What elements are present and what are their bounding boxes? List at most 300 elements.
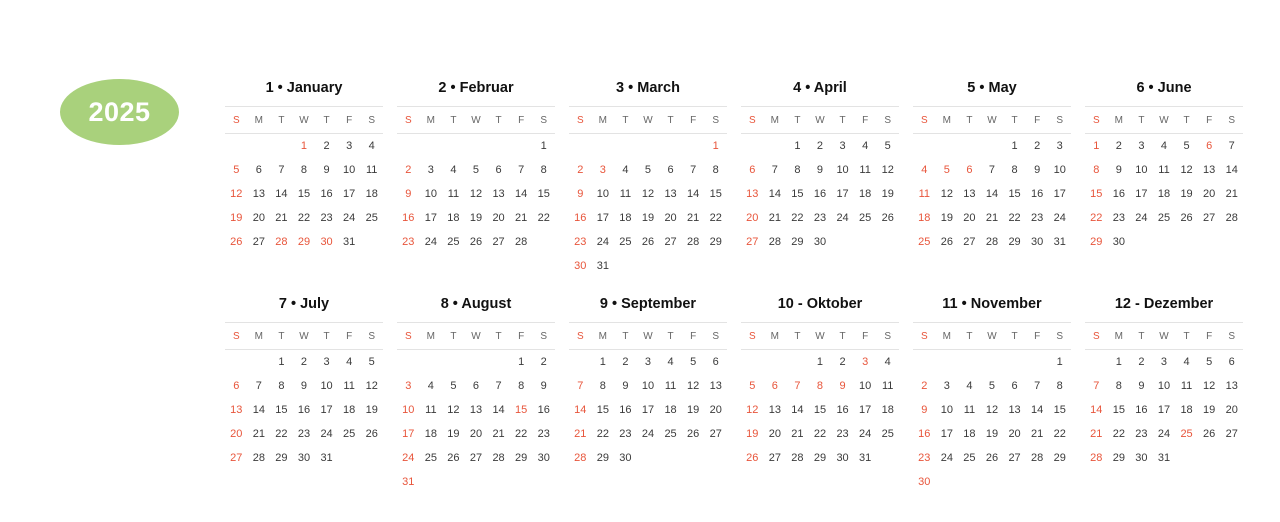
day-cell: 21 xyxy=(275,212,288,224)
weekday-label: T xyxy=(1011,330,1018,342)
day-cell: 4 xyxy=(884,356,891,368)
day-cell: 17 xyxy=(320,404,333,416)
day-cell: 6 xyxy=(749,164,756,176)
day-cell: 18 xyxy=(447,212,460,224)
day-cell: 22 xyxy=(1090,212,1103,224)
day-cell: 26 xyxy=(469,236,483,248)
day-cell: 12 xyxy=(1203,380,1216,392)
weekday-label: W xyxy=(1159,114,1169,126)
day-cell: 14 xyxy=(1225,164,1238,176)
day-cell: 29 xyxy=(596,452,609,464)
weekday-label: M xyxy=(1114,114,1124,126)
day-cell: 7 xyxy=(495,380,502,392)
day-cell: 4 xyxy=(667,356,674,368)
month-calendar xyxy=(397,76,555,278)
day-cell: 17 xyxy=(343,188,356,200)
day-cell: 31 xyxy=(343,236,356,248)
day-cell: 28 xyxy=(985,236,999,248)
day-cell: 23 xyxy=(297,428,311,440)
day-cell: 12 xyxy=(469,188,483,200)
day-cell: 9 xyxy=(405,188,412,200)
weekday-label: T xyxy=(495,330,502,342)
day-cell: 12 xyxy=(365,380,378,392)
day-cell: 14 xyxy=(768,188,781,200)
day-cell: 17 xyxy=(641,404,655,416)
empty-day-cell xyxy=(981,134,1004,158)
weekday-header xyxy=(397,322,555,350)
day-cell: 19 xyxy=(1180,188,1193,200)
day-cell: 16 xyxy=(836,404,849,416)
day-cell: 7 xyxy=(255,380,262,392)
day-cell: 30 xyxy=(1112,236,1125,248)
day-cell: 13 xyxy=(1225,380,1238,392)
weekday-label: S xyxy=(404,330,412,342)
day-cell: 4 xyxy=(368,140,375,152)
day-cell: 8 xyxy=(518,380,525,392)
day-cell: 11 xyxy=(619,188,632,200)
day-cell: 31 xyxy=(1053,236,1066,248)
weekday-label: T xyxy=(794,114,801,126)
weekday-label: W xyxy=(299,330,309,342)
day-cell: 6 xyxy=(712,356,719,368)
day-cell: 30 xyxy=(320,236,333,248)
empty-day-cell xyxy=(981,350,1004,374)
day-cell: 9 xyxy=(1034,164,1041,176)
day-cell: 10 xyxy=(1135,164,1148,176)
day-cell: 7 xyxy=(690,164,697,176)
day-cell: 5 xyxy=(884,140,891,152)
year-badge: 2025 xyxy=(60,79,179,145)
day-cell: 20 xyxy=(492,212,505,224)
day-cell: 22 xyxy=(1112,428,1125,440)
day-cell: 30 xyxy=(574,260,587,272)
empty-day-cell xyxy=(510,134,533,158)
weekday-label: F xyxy=(346,330,353,342)
month-calendar xyxy=(569,292,727,494)
day-cell: 20 xyxy=(230,428,243,440)
weekday-header xyxy=(913,322,1071,350)
empty-day-cell xyxy=(225,350,248,374)
days-grid xyxy=(397,350,555,494)
day-cell: 28 xyxy=(275,236,288,248)
day-cell: 3 xyxy=(599,164,606,176)
day-cell: 23 xyxy=(1112,212,1125,224)
day-cell: 5 xyxy=(690,356,697,368)
day-cell: 2 xyxy=(816,140,824,152)
weekday-header xyxy=(741,106,899,134)
day-cell: 20 xyxy=(746,212,759,224)
day-cell: 19 xyxy=(985,428,999,440)
day-cell: 16 xyxy=(537,404,550,416)
day-cell: 26 xyxy=(1203,428,1216,440)
day-cell: 15 xyxy=(537,188,550,200)
empty-day-cell xyxy=(913,350,936,374)
day-cell: 13 xyxy=(252,188,265,200)
day-cell: 9 xyxy=(577,188,584,200)
days-grid xyxy=(569,350,727,470)
day-cell: 22 xyxy=(709,212,722,224)
day-cell: 3 xyxy=(346,140,353,152)
weekday-label: F xyxy=(1034,114,1041,126)
weekday-label: M xyxy=(426,330,436,342)
day-cell: 20 xyxy=(1203,188,1216,200)
day-cell: 27 xyxy=(492,236,505,248)
day-cell: 6 xyxy=(472,380,480,392)
day-cell: 12 xyxy=(881,164,894,176)
day-cell: 26 xyxy=(746,452,759,464)
empty-day-cell xyxy=(958,350,981,374)
day-cell: 11 xyxy=(1158,164,1170,176)
day-cell: 2 xyxy=(323,140,330,152)
day-cell: 23 xyxy=(1031,212,1044,224)
weekday-label: T xyxy=(1183,114,1190,126)
day-cell: 5 xyxy=(450,380,457,392)
weekday-label: S xyxy=(576,330,584,342)
day-cell: 8 xyxy=(540,164,547,176)
day-cell: 28 xyxy=(515,236,528,248)
day-cell: 23 xyxy=(574,236,587,248)
weekday-label: F xyxy=(690,330,697,342)
weekday-label: T xyxy=(1138,114,1145,126)
day-cell: 22 xyxy=(596,428,609,440)
day-cell: 7 xyxy=(771,164,778,176)
day-cell: 15 xyxy=(1112,404,1125,416)
day-cell: 21 xyxy=(1090,428,1103,440)
day-cell: 27 xyxy=(768,452,781,464)
day-cell: 13 xyxy=(469,404,483,416)
day-cell: 11 xyxy=(664,380,677,392)
day-cell: 8 xyxy=(1115,380,1122,392)
day-cell: 24 xyxy=(343,212,356,224)
day-cell: 1 xyxy=(278,356,285,368)
weekday-label: M xyxy=(1114,330,1124,342)
day-cell: 20 xyxy=(664,212,677,224)
day-cell: 22 xyxy=(515,428,528,440)
day-cell: 7 xyxy=(988,164,996,176)
day-cell: 29 xyxy=(297,236,311,248)
weekday-label: F xyxy=(1206,330,1213,342)
empty-day-cell xyxy=(248,350,271,374)
month-calendar xyxy=(913,76,1071,278)
day-cell: 26 xyxy=(687,428,700,440)
weekday-label: W xyxy=(643,330,653,342)
weekday-label: M xyxy=(942,114,952,126)
day-cell: 11 xyxy=(881,380,894,392)
day-cell: 24 xyxy=(940,452,953,464)
day-cell: 21 xyxy=(768,212,781,224)
day-cell: 4 xyxy=(862,140,869,152)
day-cell: 16 xyxy=(813,188,827,200)
day-cell: 18 xyxy=(881,404,894,416)
day-cell: 13 xyxy=(709,380,722,392)
day-cell: 5 xyxy=(368,356,375,368)
weekday-label: S xyxy=(1228,330,1236,342)
day-cell: 3 xyxy=(862,356,869,368)
day-cell: 24 xyxy=(424,236,437,248)
day-cell: 2 xyxy=(839,356,846,368)
weekday-label: T xyxy=(966,330,973,342)
day-cell: 6 xyxy=(771,380,778,392)
day-cell: 16 xyxy=(297,404,311,416)
empty-day-cell xyxy=(1085,350,1108,374)
weekday-label: T xyxy=(667,114,674,126)
day-cell: 2 xyxy=(1034,140,1041,152)
weekday-label: M xyxy=(254,330,264,342)
empty-day-cell xyxy=(741,134,764,158)
month-title: 11 • November xyxy=(942,296,1042,312)
day-cell: 22 xyxy=(1053,428,1066,440)
day-cell: 29 xyxy=(275,452,288,464)
weekday-label: T xyxy=(1011,114,1018,126)
weekday-label: W xyxy=(815,330,825,342)
weekday-label: F xyxy=(346,114,353,126)
day-cell: 21 xyxy=(574,428,587,440)
day-cell: 29 xyxy=(515,452,528,464)
day-cell: 9 xyxy=(839,380,846,392)
day-cell: 10 xyxy=(859,380,872,392)
weekday-label: F xyxy=(518,330,525,342)
day-cell: 11 xyxy=(859,164,871,176)
day-cell: 27 xyxy=(230,452,243,464)
day-cell: 24 xyxy=(1157,428,1171,440)
weekday-label: M xyxy=(598,330,608,342)
day-cell: 10 xyxy=(1053,164,1066,176)
weekday-label: S xyxy=(540,330,548,342)
weekday-label: S xyxy=(748,330,756,342)
day-cell: 18 xyxy=(664,404,677,416)
month-calendar xyxy=(913,292,1071,494)
weekday-label: S xyxy=(1056,330,1064,342)
day-cell: 21 xyxy=(252,428,265,440)
empty-day-cell xyxy=(913,134,936,158)
day-cell: 12 xyxy=(746,404,759,416)
day-cell: 9 xyxy=(540,380,547,392)
day-cell: 15 xyxy=(515,404,528,416)
day-cell: 20 xyxy=(709,404,722,416)
day-cell: 9 xyxy=(300,380,308,392)
day-cell: 24 xyxy=(402,452,415,464)
day-cell: 29 xyxy=(791,236,804,248)
day-cell: 6 xyxy=(1011,380,1018,392)
day-cell: 3 xyxy=(323,356,330,368)
day-cell: 24 xyxy=(836,212,849,224)
months-grid xyxy=(225,76,1245,494)
weekday-label: S xyxy=(576,114,584,126)
month-title: 1 • January xyxy=(265,80,343,96)
days-grid xyxy=(397,134,555,254)
day-cell: 2 xyxy=(540,356,547,368)
weekday-label: W xyxy=(987,330,997,342)
day-cell: 10 xyxy=(940,404,953,416)
day-cell: 17 xyxy=(596,212,609,224)
day-cell: 21 xyxy=(492,428,505,440)
day-cell: 14 xyxy=(687,188,700,200)
day-cell: 2 xyxy=(921,380,928,392)
day-cell: 8 xyxy=(599,380,606,392)
weekday-label: M xyxy=(942,330,952,342)
day-cell: 1 xyxy=(816,356,824,368)
weekday-label: T xyxy=(450,330,457,342)
day-cell: 19 xyxy=(881,188,894,200)
weekday-label: M xyxy=(598,114,608,126)
day-cell: 17 xyxy=(424,212,437,224)
day-cell: 5 xyxy=(1206,356,1213,368)
day-cell: 31 xyxy=(402,476,415,488)
day-cell: 1 xyxy=(300,140,308,152)
weekday-label: T xyxy=(966,114,973,126)
day-cell: 17 xyxy=(402,428,415,440)
day-cell: 3 xyxy=(1138,140,1145,152)
weekday-label: F xyxy=(690,114,697,126)
day-cell: 25 xyxy=(881,428,894,440)
empty-day-cell xyxy=(225,134,248,158)
day-cell: 13 xyxy=(492,188,505,200)
day-cell: 2 xyxy=(622,356,629,368)
day-cell: 1 xyxy=(1093,140,1100,152)
day-cell: 30 xyxy=(297,452,311,464)
empty-day-cell xyxy=(764,350,787,374)
day-cell: 18 xyxy=(1157,188,1171,200)
empty-day-cell xyxy=(659,134,682,158)
weekday-label: S xyxy=(232,330,240,342)
day-cell: 10 xyxy=(343,164,356,176)
days-grid xyxy=(569,134,727,278)
month-calendar xyxy=(397,292,555,494)
weekday-header xyxy=(225,322,383,350)
days-grid xyxy=(913,350,1071,494)
day-cell: 7 xyxy=(518,164,525,176)
day-cell: 7 xyxy=(1093,380,1100,392)
empty-day-cell xyxy=(465,134,488,158)
day-cell: 14 xyxy=(275,188,288,200)
day-cell: 8 xyxy=(794,164,801,176)
day-cell: 16 xyxy=(619,404,632,416)
weekday-label: W xyxy=(987,114,997,126)
weekday-header xyxy=(225,106,383,134)
day-cell: 14 xyxy=(252,404,265,416)
weekday-label: M xyxy=(770,330,780,342)
weekday-label: S xyxy=(1228,114,1236,126)
day-cell: 19 xyxy=(365,404,378,416)
weekday-label: W xyxy=(815,114,825,126)
weekday-label: S xyxy=(712,330,720,342)
day-cell: 25 xyxy=(963,452,976,464)
day-cell: 28 xyxy=(1031,452,1044,464)
weekday-label: M xyxy=(426,114,436,126)
day-cell: 4 xyxy=(921,164,928,176)
weekday-label: T xyxy=(1183,330,1190,342)
day-cell: 13 xyxy=(768,404,781,416)
weekday-label: W xyxy=(299,114,309,126)
day-cell: 6 xyxy=(667,164,674,176)
day-cell: 13 xyxy=(963,188,976,200)
weekday-header xyxy=(1085,322,1243,350)
empty-day-cell xyxy=(487,134,510,158)
day-cell: 25 xyxy=(664,428,677,440)
day-cell: 5 xyxy=(749,380,756,392)
day-cell: 24 xyxy=(1053,212,1066,224)
day-cell: 15 xyxy=(1053,404,1066,416)
day-cell: 12 xyxy=(940,188,953,200)
day-cell: 28 xyxy=(492,452,505,464)
day-cell: 19 xyxy=(469,212,483,224)
weekday-label: S xyxy=(884,114,892,126)
day-cell: 17 xyxy=(1053,188,1066,200)
weekday-label: T xyxy=(839,114,846,126)
weekday-label: S xyxy=(404,114,412,126)
day-cell: 19 xyxy=(641,212,655,224)
weekday-header xyxy=(397,106,555,134)
day-cell: 25 xyxy=(918,236,931,248)
day-cell: 27 xyxy=(252,236,265,248)
empty-day-cell xyxy=(420,350,443,374)
day-cell: 29 xyxy=(1112,452,1125,464)
day-cell: 25 xyxy=(1180,428,1193,440)
day-cell: 30 xyxy=(1031,236,1044,248)
day-cell: 19 xyxy=(1203,404,1216,416)
days-grid xyxy=(741,350,899,470)
empty-day-cell xyxy=(569,350,592,374)
day-cell: 12 xyxy=(230,188,243,200)
month-title: 2 • Februar xyxy=(438,80,514,96)
day-cell: 5 xyxy=(644,164,652,176)
day-cell: 16 xyxy=(574,212,587,224)
month-title: 5 • May xyxy=(967,80,1017,96)
day-cell: 7 xyxy=(1228,140,1235,152)
day-cell: 20 xyxy=(252,212,265,224)
day-cell: 19 xyxy=(746,428,759,440)
day-cell: 8 xyxy=(300,164,308,176)
day-cell: 24 xyxy=(641,428,655,440)
days-grid xyxy=(1085,134,1243,254)
day-cell: 17 xyxy=(940,428,953,440)
day-cell: 5 xyxy=(943,164,950,176)
day-cell: 16 xyxy=(1031,188,1044,200)
day-cell: 20 xyxy=(963,212,976,224)
day-cell: 7 xyxy=(1034,380,1041,392)
weekday-label: W xyxy=(471,114,481,126)
day-cell: 24 xyxy=(859,428,872,440)
day-cell: 14 xyxy=(574,404,587,416)
empty-day-cell xyxy=(248,134,271,158)
day-cell: 22 xyxy=(791,212,804,224)
day-cell: 3 xyxy=(644,356,652,368)
weekday-header xyxy=(913,106,1071,134)
days-grid xyxy=(225,350,383,470)
day-cell: 26 xyxy=(641,236,655,248)
day-cell: 12 xyxy=(1180,164,1193,176)
day-cell: 27 xyxy=(469,452,483,464)
day-cell: 3 xyxy=(839,140,846,152)
weekday-label: S xyxy=(884,330,892,342)
day-cell: 8 xyxy=(816,380,824,392)
day-cell: 15 xyxy=(1008,188,1021,200)
month-title: 3 • March xyxy=(616,80,680,96)
day-cell: 23 xyxy=(320,212,333,224)
weekday-label: M xyxy=(770,114,780,126)
day-cell: 27 xyxy=(664,236,677,248)
day-cell: 4 xyxy=(1183,356,1190,368)
day-cell: 21 xyxy=(515,212,528,224)
day-cell: 6 xyxy=(255,164,262,176)
day-cell: 3 xyxy=(1056,140,1063,152)
empty-day-cell xyxy=(420,134,443,158)
month-row xyxy=(225,292,1245,494)
weekday-header xyxy=(741,322,899,350)
weekday-label: S xyxy=(368,114,376,126)
month-calendar xyxy=(225,292,383,494)
day-cell: 28 xyxy=(768,236,781,248)
